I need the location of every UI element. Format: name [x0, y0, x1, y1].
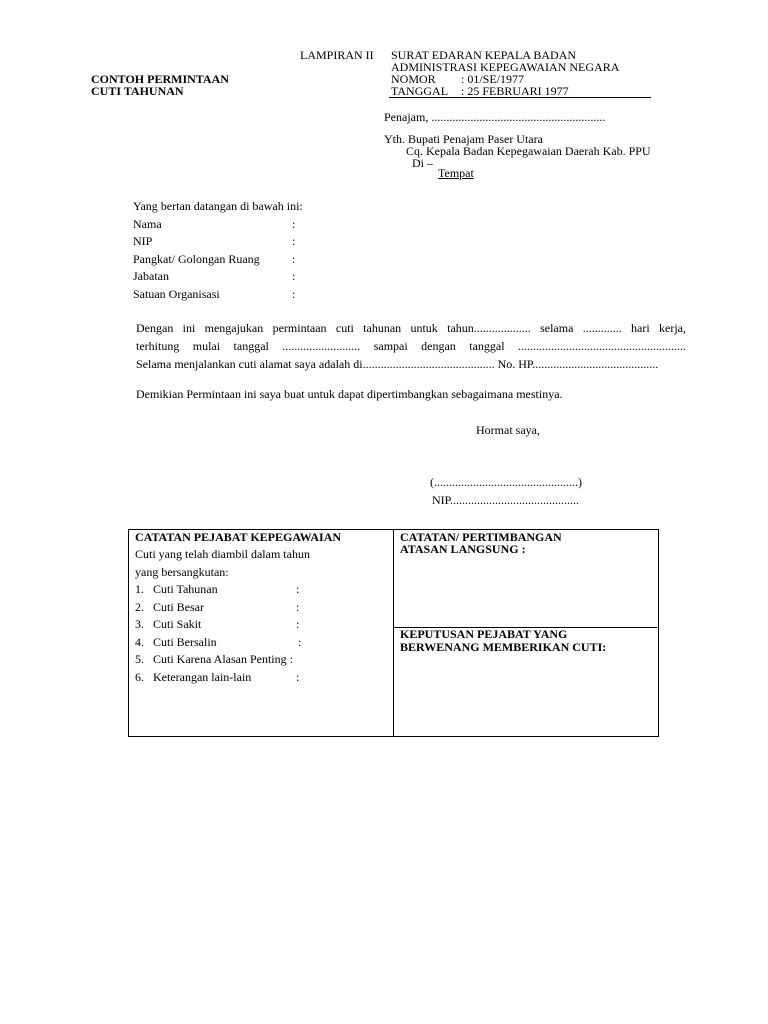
leave-item-colon: : — [296, 600, 300, 614]
leave-item-colon: : — [298, 635, 302, 649]
leave-item-number: 1. — [135, 582, 144, 596]
request-line-2: terhitung mulai tanggal .......................... sampai dengan tanggal ........................................................ — [136, 339, 686, 353]
leave-item-label: Cuti Sakit — [153, 617, 202, 631]
leave-item-colon: : — [296, 582, 300, 596]
leave-item-number: 2. — [135, 600, 144, 614]
leave-item-label: Cuti Bersalin — [153, 635, 217, 649]
identity-intro: Yang bertan datangan di bawah ini: — [133, 199, 303, 213]
left-cell-title: CATATAN PEJABAT KEPEGAWAIAN — [135, 530, 342, 544]
leave-item-number: 6. — [135, 670, 144, 684]
tanggal-label: TANGGAL — [391, 84, 449, 98]
leave-item-number: 3. — [135, 617, 144, 631]
recipient-line: Yth. Bupati Penajam Paser Utara — [384, 132, 543, 146]
hormat-saya: Hormat saya, — [476, 423, 540, 437]
lampiran-label: LAMPIRAN II — [300, 48, 374, 62]
signature-nip-field: NIP........................................... — [432, 493, 580, 507]
leave-item-label: Keterangan lain-lain — [153, 670, 252, 684]
recipient-cq-line: Cq. Kepala Badan Kepegawaian Daerah Kab. PPU — [406, 144, 651, 158]
supervisor-notes-title-1: CATATAN/ PERTIMBANGAN — [400, 530, 562, 544]
field-jabatan-label: Jabatan — [133, 269, 169, 283]
decision-title-2: BERWENANG MEMBERIKAN CUTI: — [400, 640, 607, 654]
request-line-1: Dengan ini mengajukan permintaan cuti tahunan untuk tahun................... selama ............. hari kerja, — [136, 321, 686, 335]
closing-statement: Demikian Permintaan ini saya buat untuk dapat dipertimbangkan sebagaimana mestinya. — [136, 387, 563, 401]
leave-item-number: 4. — [135, 635, 144, 649]
leave-item-label: Cuti Besar — [153, 600, 204, 614]
field-pangkat-label: Pangkat/ Golongan Ruang — [133, 252, 260, 266]
supervisor-notes-title-2: ATASAN LANGSUNG : — [400, 542, 526, 556]
surat-edaran-line1: SURAT EDARAN KEPALA BADAN — [391, 48, 577, 62]
field-pangkat-colon: : — [292, 252, 296, 266]
leave-item-colon: : — [296, 617, 300, 631]
table-column-divider — [393, 530, 394, 736]
field-nip-colon: : — [292, 234, 296, 248]
field-jabatan-colon: : — [292, 269, 296, 283]
leave-item-number: 5. — [135, 652, 144, 666]
field-nama-label: Nama — [133, 217, 162, 231]
left-cell-subtitle-2: yang bersangkutan: — [135, 565, 229, 579]
field-nip-label: NIP — [133, 234, 153, 248]
field-nama-colon: : — [292, 217, 296, 231]
leave-item-label: Cuti Karena Alasan Penting : — [153, 652, 293, 666]
left-cell-subtitle-1: Cuti yang telah diambil dalam tahun — [135, 547, 310, 561]
header-underline — [389, 97, 651, 98]
leave-item-label: Cuti Tahunan — [153, 582, 218, 596]
field-satuan-label: Satuan Organisasi — [133, 287, 220, 301]
request-line-3: Selama menjalankan cuti alamat saya adalah di............................................ No. HP.......................................... — [136, 357, 659, 371]
form-title-line1: CONTOH PERMINTAAN — [91, 72, 229, 86]
decision-title-1: KEPUTUSAN PEJABAT YANG — [400, 627, 568, 641]
leave-item-colon: : — [296, 670, 300, 684]
signature-name-field: (................................................) — [430, 475, 582, 489]
nomor-label: NOMOR — [391, 72, 436, 86]
field-satuan-colon: : — [292, 287, 296, 301]
nomor-value: : 01/SE/1977 — [461, 72, 525, 86]
recipient-tempat: Tempat — [438, 166, 474, 180]
form-title-line2: CUTI TAHUNAN — [91, 84, 184, 98]
place-date-field: Penajam, .......................................................... — [384, 110, 606, 124]
surat-edaran-line2: ADMINISTRASI KEPEGAWAIAN NEGARA — [391, 60, 620, 74]
tanggal-value: : 25 FEBRUARI 1977 — [461, 84, 569, 98]
recipient-di-line: Di – — [412, 156, 433, 170]
